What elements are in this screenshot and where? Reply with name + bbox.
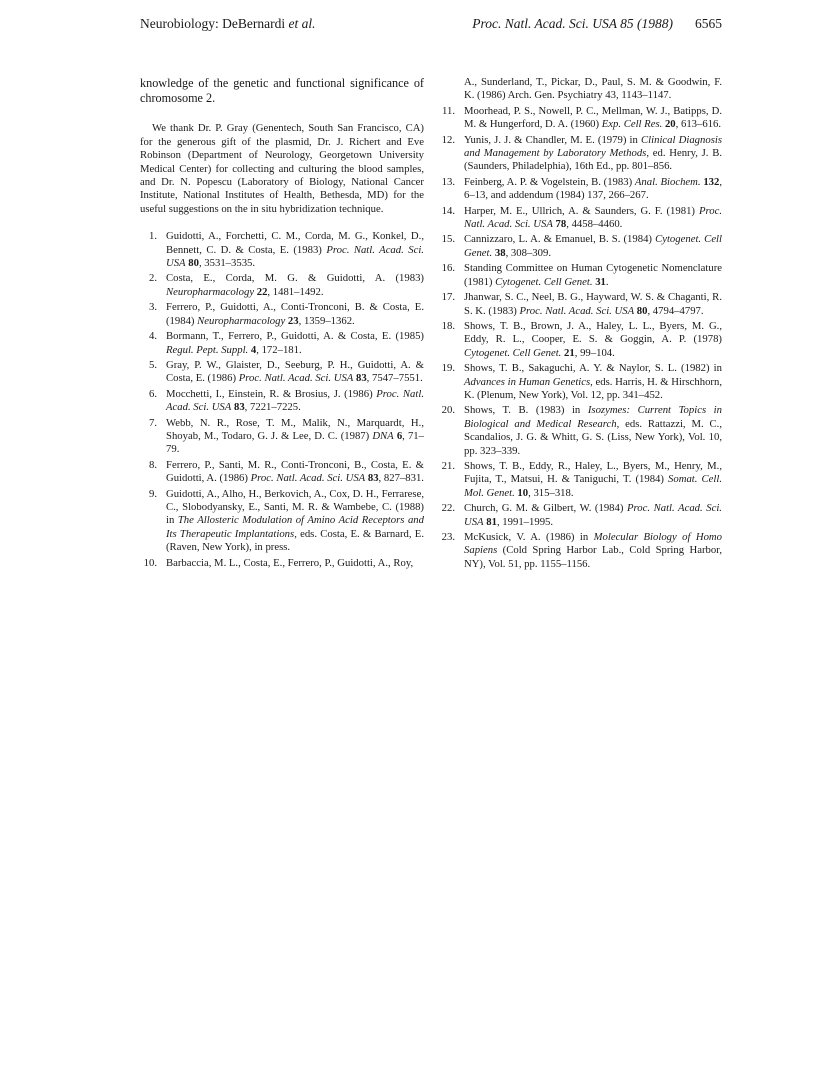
ref-number: 15.	[441, 233, 455, 246]
ref-journal: Proc. Natl. Acad. Sci. USA	[464, 204, 722, 231]
ref-authors: Costa, E., Corda, M. G. & Guidotti, A. (1983)	[166, 272, 424, 285]
ref-volume: 10	[517, 486, 529, 499]
reference-item	[438, 176, 722, 203]
right-column	[438, 76, 722, 573]
ref-pages: , 613–616.	[675, 118, 722, 131]
ref-number: 6.	[148, 387, 157, 400]
reference-item	[140, 388, 424, 415]
ref-pages: , 172–181.	[256, 343, 302, 356]
ref-journal: Anal. Biochem.	[634, 175, 701, 188]
reference-item	[438, 460, 722, 500]
reference-item	[140, 230, 424, 270]
reference-item	[140, 301, 424, 328]
ref-pages: , eds. Harris, H. & Hirschhorn, K. (Plenum, New York), Vol. 12, pp. 341–452.	[464, 375, 722, 401]
ref-journal: Molecular Biology of Homo Sapiens	[464, 531, 722, 557]
ref-number: 21.	[441, 459, 455, 472]
ref-authors: Shows, T. B., Eddy, R., Haley, L., Byers, M., Henry, M., Fujita, T., Matsui, H. & Taniguchi, T. (1984)	[464, 459, 722, 486]
ref-authors: Barbaccia, M. L., Costa, E., Ferrero, P., Guidotti, A., Roy,	[166, 556, 414, 569]
ref-volume: 132	[703, 175, 720, 188]
ref-pages: , 71–79.	[166, 429, 424, 456]
reference-item	[438, 262, 722, 289]
ref-number: 22.	[441, 502, 455, 515]
ref-volume: 80	[636, 304, 648, 317]
ref-journal: Proc. Natl. Acad. Sci. USA	[250, 472, 366, 485]
ref-number: 10.	[143, 556, 157, 569]
reference-10-continuation	[464, 76, 722, 103]
ref-pages: , 1143–1147.	[615, 89, 672, 102]
continued-text: knowledge of the genetic and functional significance of chromosome 2.	[140, 76, 424, 106]
ref-volume: 31	[595, 275, 606, 288]
ref-number: 1.	[148, 230, 157, 243]
reference-item	[140, 557, 424, 570]
reference-item	[140, 359, 424, 386]
ref-volume: 43	[605, 89, 616, 102]
ref-journal: Neuropharmacology	[166, 285, 255, 298]
ref-journal: Clinical Diagnosis and Management by Laboratory Methods	[464, 133, 722, 160]
ref-journal: Proc. Natl. Acad. Sci. USA	[166, 387, 424, 414]
reference-item	[438, 502, 722, 529]
ref-pages: , 3531–3535.	[198, 257, 256, 270]
ref-pages: , ed. Henry, J. B. (Saunders, Philadelphia), 16th Ed., pp. 801–856.	[464, 147, 723, 173]
ref-number: 17.	[441, 291, 455, 304]
ref-pages: , eds. Costa, E. & Barnard, E. (Raven, New York), in press.	[166, 527, 424, 554]
ref-authors: Guidotti, A., Alho, H., Berkovich, A., Cox, D. H., Ferrarese, C., Slobodyansky, E., Santi, M. R. & Wambebe, C. (1988) in	[166, 487, 424, 527]
ref-pages: , 99–104.	[574, 346, 615, 359]
reference-item	[438, 205, 722, 232]
ref-authors: McKusick, V. A. (1986) in	[464, 531, 594, 543]
ref-volume: 4	[250, 343, 257, 356]
ref-pages: , 1359–1362.	[298, 314, 355, 327]
ref-pages: , 4794–4797.	[647, 304, 704, 317]
ref-journal: Proc. Natl. Acad. Sci. USA	[166, 243, 424, 270]
ref-authors: Guidotti, A., Forchetti, C. M., Corda, M. G., Konkel, D., Bennett, C. D. & Costa, E. (1983)	[166, 230, 424, 256]
ref-number: 19.	[441, 362, 455, 375]
ref-authors: Church, G. M. & Gilbert, W. (1984)	[464, 502, 627, 515]
ref-pages: , 4458–4460.	[566, 218, 623, 231]
ref-journal: The Allosteric Modulation of Amino Acid Receptors and Its Therapeutic Implantations	[166, 514, 424, 540]
ref-journal: Cytogenet. Cell Genet.	[464, 233, 722, 259]
ref-journal: Exp. Cell Res.	[601, 118, 663, 131]
ref-pages: , 1481–1492.	[267, 285, 324, 298]
ref-volume: 83	[233, 401, 245, 414]
ref-volume: 78	[555, 218, 567, 231]
header-section-authors	[140, 16, 315, 32]
reference-item	[438, 105, 722, 132]
ref-journal: Proc. Natl. Acad. Sci. USA	[519, 304, 635, 317]
header-section: Neurobiology:	[140, 16, 219, 31]
running-header	[140, 16, 722, 38]
ref-journal: Proc. Natl. Acad. Sci. USA	[238, 372, 354, 385]
ref-pages: , 7221–7225.	[244, 401, 301, 414]
ref-volume: 80	[188, 257, 199, 270]
ref-pages: , eds. Rattazzi, M. C., Scandalios, J. G. & Whitt, G. S. (Liss, New York), Vol. 10, pp. 323–339.	[464, 417, 722, 457]
ref-volume: 22	[256, 285, 268, 298]
ref-number: 4.	[148, 330, 157, 343]
ref-number: 23.	[441, 531, 455, 543]
ref-journal: Cytogenet. Cell Genet.	[495, 275, 593, 288]
ref-authors: Bormann, T., Ferrero, P., Guidotti, A. & Costa, E. (1985)	[166, 330, 424, 343]
ref-journal: Proc. Natl. Acad. Sci. USA	[464, 502, 722, 528]
ref-number: 7.	[148, 416, 157, 429]
ref-authors: Webb, N. R., Rose, T. M., Malik, N., Marquardt, H., Shoyab, M., Todaro, G. J. & Lee, D. C. (1987)	[166, 416, 424, 442]
ref-volume: 38	[494, 246, 506, 259]
ref-authors: Mocchetti, I., Einstein, R. & Brosius, J. (1986)	[166, 387, 377, 400]
ref-authors: Shows, T. B. (1983) in	[464, 404, 588, 417]
ref-authors: Ferrero, P., Santi, M. R., Conti-Tronconi, B., Costa, E. & Guidotti, A. (1986)	[166, 458, 424, 485]
ref-authors: Feinberg, A. P. & Vogelstein, B. (1983)	[464, 175, 635, 188]
reference-item	[438, 134, 722, 174]
acknowledgment: We thank Dr. P. Gray (Genentech, South San Francisco, CA) for the generous gift of the plasmid, Dr. J. Richert and Eve Robinson (Department of Neurology, Georgetown University Medical Center) for collecting and culturing the blood samples, and Dr. N. Popescu (Laboratory of Biology, National Cancer Institute, National Institutes of Health, Bethesda, MD) for the useful suggestions on the in situ hybridization technique.	[140, 122, 424, 215]
reference-item	[438, 362, 722, 402]
ref-authors: Cannizzaro, L. A. & Emanuel, B. S. (1984)	[464, 233, 656, 246]
ref-journal: Arch. Gen. Psychiatry	[507, 89, 603, 102]
reference-item	[140, 488, 424, 555]
ref-journal: Isozymes: Current Topics in Biological and Medical Research	[464, 404, 722, 430]
ref-number: 9.	[148, 487, 157, 500]
left-column	[140, 76, 424, 572]
ref-pages: , 7547–7551.	[366, 372, 423, 385]
ref-journal: Advances in Human Genetics	[464, 375, 591, 388]
reference-item	[140, 272, 424, 299]
ref-number: 8.	[148, 458, 157, 471]
ref-pages: , 6–13, and addendum (1984) 137, 266–267.	[464, 175, 723, 202]
ref-number: 12.	[441, 133, 455, 146]
ref-number: 20.	[441, 404, 455, 417]
ref-authors: Standing Committee on Human Cytogenetic Nomenclature (1981)	[464, 262, 722, 288]
reference-item	[140, 330, 424, 357]
ref-journal: Cytogenet. Cell Genet.	[464, 346, 562, 359]
reference-item	[438, 404, 722, 458]
ref-authors: Shows, T. B., Brown, J. A., Haley, L. L., Byers, M. G., Eddy, R. L., Cooper, E. S. & Goggin, A. P. (1978)	[464, 319, 722, 346]
ref-number: 14.	[441, 204, 455, 217]
ref-volume: 20	[664, 118, 676, 131]
ref-number: 16.	[441, 262, 455, 275]
ref-volume: 83	[367, 472, 379, 485]
reference-item	[140, 459, 424, 486]
ref-number: 3.	[148, 301, 157, 314]
header-journal-page	[472, 16, 722, 32]
ref-number: 2.	[148, 272, 157, 285]
reference-list-right	[438, 105, 722, 571]
ref-journal: Somat. Cell. Mol. Genet.	[464, 473, 723, 499]
header-authors: DeBernardi	[222, 16, 286, 31]
reference-item	[438, 233, 722, 260]
ref-authors: Yunis, J. J. & Chandler, M. E. (1979) in	[464, 133, 642, 146]
ref-authors: A., Sunderland, T., Pickar, D., Paul, S. M. & Goodwin, F. K. (1986)	[464, 76, 722, 102]
page-number: 6565	[695, 16, 722, 31]
ref-journal: Regul. Pept. Suppl.	[166, 343, 249, 356]
ref-pages: , 827–831.	[378, 472, 424, 485]
ref-pages: (Cold Spring Harbor Lab., Cold Spring Harbor, NY), Vol. 51, pp. 1155–1156.	[464, 544, 722, 570]
ref-number: 5.	[148, 358, 157, 371]
ref-pages: , 315–318.	[528, 486, 574, 499]
ref-authors: Gray, P. W., Glaister, D., Seeburg, P. H., Guidotti, A. & Costa, E. (1986)	[166, 358, 424, 385]
ref-pages: .	[605, 275, 609, 288]
ref-journal: Neuropharmacology	[197, 314, 286, 327]
ref-number: 11.	[442, 104, 455, 117]
ref-authors: Moorhead, P. S., Nowell, P. C., Mellman, W. J., Batipps, D. M. & Hungerford, D. A. (1960)	[464, 104, 722, 131]
ref-pages: , 1991–1995.	[496, 515, 554, 528]
ref-volume: 81	[486, 515, 497, 528]
ref-volume: 83	[355, 372, 367, 385]
ref-authors: Jhanwar, S. C., Neel, B. G., Hayward, W. S. & Chaganti, R. S. K. (1983)	[464, 291, 722, 317]
ref-authors: Ferrero, P., Guidotti, A., Conti-Tronconi, B. & Costa, E. (1984)	[166, 301, 424, 327]
header-etal: et al.	[288, 16, 316, 31]
ref-volume: 6	[396, 429, 403, 442]
ref-authors: Harper, M. E., Ullrich, A. & Saunders, G. F. (1981)	[464, 204, 699, 217]
reference-item	[140, 417, 424, 457]
ref-pages: , 308–309.	[505, 246, 551, 259]
reference-item	[438, 291, 722, 318]
ref-volume: 23	[287, 314, 299, 327]
reference-item	[438, 320, 722, 360]
reference-item	[438, 531, 722, 571]
reference-list-left	[140, 230, 424, 570]
header-journal: Proc. Natl. Acad. Sci. USA 85 (1988)	[472, 16, 673, 31]
ref-number: 13.	[441, 175, 455, 188]
ref-authors: Shows, T. B., Sakaguchi, A. Y. & Naylor, S. L. (1982) in	[464, 362, 722, 375]
ref-number: 18.	[441, 319, 455, 332]
ref-volume: 21	[564, 346, 575, 359]
ref-journal: DNA	[372, 429, 394, 442]
